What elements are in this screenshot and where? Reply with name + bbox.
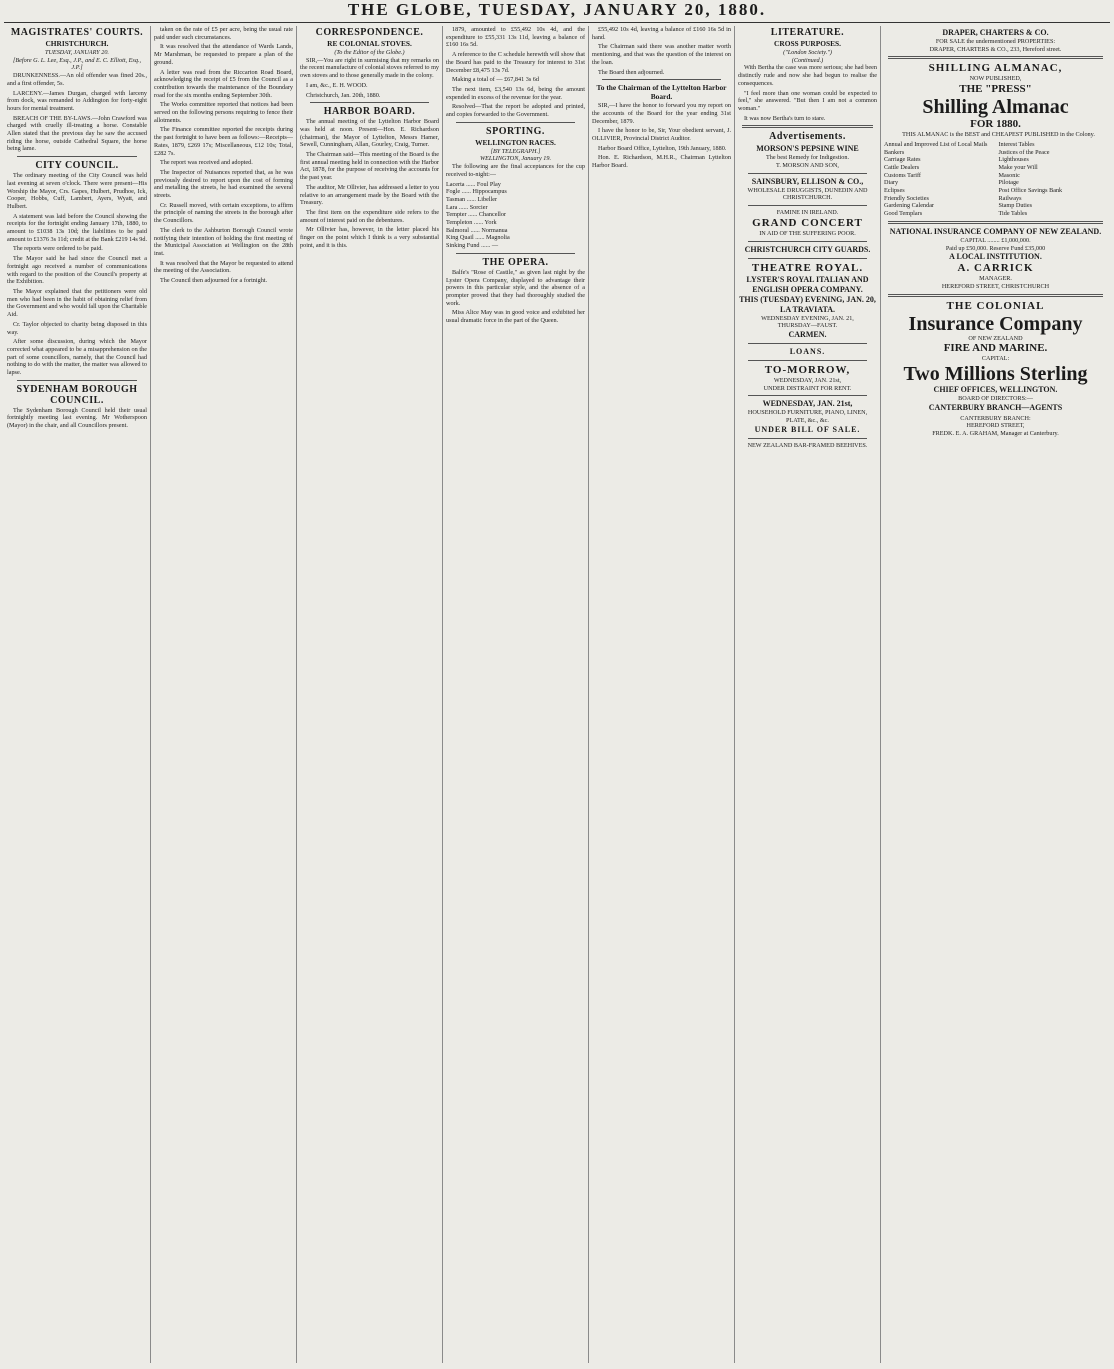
council-paragraph: The report was received and adopted. (160, 159, 253, 167)
contents-item: Good Templars (884, 210, 923, 218)
masthead-rule (4, 22, 1110, 23)
ad-line: HEREFORD STREET, (966, 422, 1025, 430)
correspondence-heading: CORRESPONDENCE. (315, 27, 424, 38)
column-7 (880, 26, 1110, 1363)
ad-title: THE COLONIAL (946, 299, 1045, 312)
harbor-paragraph: The Chairman said—This meeting of the Board is the first annual meeting held in connection with the Harbor Act, 1878, for the purpose of receiving the accounts for the past year. (300, 151, 440, 182)
ad-title: TO-MORROW, (764, 363, 851, 376)
ad-title: LOANS. (789, 346, 826, 356)
opera-paragraph: Miss Alice May was in good voice and exhibited her usual dramatic force in the part of the Queen. (446, 309, 585, 325)
ad-line: HOUSEHOLD FURNITURE, PIANO, LINEN, PLATE, &c., &c. (747, 409, 868, 425)
divider (602, 79, 721, 80)
harbor-paragraph: 1879, amounted to £55,492 10s 4d, and the expenditure to £55,331 13s 11d, leaving a balance of £160 16s 5d. (446, 26, 585, 49)
sporting-heading: SPORTING. (486, 125, 545, 137)
divider (456, 253, 575, 254)
harbor-board-heading: HARBOR BOARD. (323, 106, 416, 118)
magistrates-courts-heading: MAGISTRATES' COURTS. (10, 27, 144, 38)
ad-line: DRAPER, CHARTERS & CO., 233, Hereford street. (929, 45, 1062, 53)
divider (748, 343, 867, 344)
story-source: ("London Society.") (783, 49, 832, 56)
races-paragraph: The following are the final acceptances for the cup received to-night:— (446, 163, 585, 178)
draper-charters-ad (884, 28, 1107, 53)
contents-item: Post Office Savings Bank (998, 187, 1063, 195)
divider (310, 102, 429, 103)
contents-item: Railways (998, 194, 1022, 202)
contents-item: Justices of the Peace (998, 148, 1050, 156)
court-paragraph: BREACH OF THE BY-LAWS.—John Crawford was charged with cruelly ill-treating a horse. Constable Allen stated that the previous day he saw the accused riding the horse, outside Cathedral Square, the horse being lame. (7, 114, 147, 153)
race-entry: Fogle ...... Hippocampus (446, 188, 507, 196)
theatre-royal-ad (738, 262, 877, 340)
ad-line: Shilling Almanac (922, 96, 1069, 119)
opera-heading: THE OPERA. (482, 256, 549, 268)
ad-line: WEDNESDAY EVENING, JAN. 21, (761, 314, 854, 322)
council-paragraph: The Council then adjourned for a fortnight. (160, 277, 268, 285)
auditor-paragraph: I have the honor to be, Sir, Your obedient servant, J. OLLIVIER, Provincial District Auditor. (592, 127, 731, 143)
court-before: [Before G. L. Lee, Esq., J.P., and E. C. Elliott, Esq., J.P.] (12, 56, 142, 72)
council-paragraph: A statement was laid before the Council showing the receipts for the fortnight ending January 17th, 1880, to amount to £1038 13s 10d; the liabilities to be paid amount to £1376 3s 11d; credit at the Bank £219 14s 9d. (7, 212, 148, 243)
ad-line: The best Remedy for Indigestion. (766, 154, 849, 162)
race-entry: King Quail ...... Magnolia (446, 234, 510, 242)
literature-heading: LITERATURE. (770, 27, 845, 38)
harbor-paragraph: £55,492 10s 4d, leaving a balance of £160 16s 5d in hand. (592, 26, 731, 41)
cross-purposes-title: CROSS PURPOSES. (774, 39, 841, 48)
contents-item: Tide Tables (998, 210, 1028, 218)
harbor-paragraph: The Chairman said there was another matter worth mentioning, and that was the question of the interest on the loan. (592, 43, 731, 66)
wellington-races-subheading: WELLINGTON RACES. (475, 137, 556, 147)
column-5 (588, 26, 734, 1363)
divider (748, 258, 867, 259)
ad-line: FOR 1880. (970, 118, 1021, 131)
ad-title: THEATRE ROYAL. (751, 261, 864, 274)
divider (748, 173, 867, 174)
ad-line: FOR SALE the undermentioned PROPERTIES: (935, 38, 1056, 45)
tomorrow-sale-ad (738, 364, 877, 392)
ad-line: T. MORSON AND SON, (776, 162, 839, 170)
harbor-paragraph: Mr Ollivier has, however, in the letter placed his finger on the point which I think is a very substantial point, and it is this. (300, 226, 439, 249)
auditor-paragraph: Harbor Board Office, Lyttelton, 19th January, 1880. (598, 144, 727, 152)
ad-title: GRAND CONCERT (752, 216, 863, 229)
ad-line: FREDK. E. A. GRAHAM, Manager at Canterbury. (932, 430, 1059, 438)
ad-line: Insurance Company (908, 312, 1083, 335)
council-paragraph: It was resolved that the attendance of Wards Lands, Mr Marshman, be requested to prepare a plan of the ground. (154, 43, 293, 66)
contents-item: Lighthouses (998, 156, 1029, 164)
letter-dateline: Christchurch, Jan. 20th, 1880. (306, 91, 381, 99)
council-paragraph: The reports were ordered to be paid. (13, 245, 103, 253)
harbor-paragraph: The Board then adjourned. (598, 68, 665, 76)
wellington-dateline: WELLINGTON, January 19. (479, 155, 552, 163)
ad-line: CANTERBURY BRANCH: (960, 414, 1031, 422)
harbor-paragraph: The next item, £3,540 13s 6d, being the amount expended in excess of the revenue for the year. (446, 85, 585, 101)
ad-line: WHOLESALE DRUGGISTS, DUNEDIN AND CHRISTCHURCH. (747, 186, 868, 202)
letter-to-editor: (To the Editor of the Globe.) (334, 49, 405, 56)
story-paragraph: It was now Bertha's turn to stare. (744, 114, 826, 122)
ad-title: NATIONAL INSURANCE COMPANY OF NEW ZEALAND. (889, 226, 1102, 236)
letter-paragraph: SIR,—You are right in surmising that my remarks on the recent manufacture of colonial stoves referred to my own stoves and to those generally made in the colony. (300, 56, 439, 80)
sydenham-council-heading: SYDENHAM BOROUGH COUNCIL. (16, 383, 138, 406)
contents-item: Stamp Duties (998, 202, 1033, 210)
ad-title: WEDNESDAY, JAN. 21st, (762, 399, 853, 409)
column-1 (4, 26, 150, 1363)
ad-line: OF NEW ZEALAND (968, 334, 1023, 342)
column-4 (442, 26, 588, 1363)
auditor-letter-heading: To the Chairman of the Lyttelton Harbor Board. (596, 83, 727, 102)
divider (17, 380, 137, 381)
divider (748, 438, 867, 439)
court-date: TUESDAY, JANUARY 20. (45, 49, 109, 56)
contents-item: Make your Will (998, 163, 1038, 171)
council-paragraph: The Works committee reported that notices had been served on the following persons requiring to fence their allotments. (154, 101, 293, 124)
divider (748, 360, 867, 361)
ad-line: CHIEF OFFICES, WELLINGTON. (933, 385, 1058, 395)
contents-item: Bankers (884, 148, 905, 156)
contents-item: Masonic (998, 171, 1020, 179)
race-entry: Lacerta ...... Foul Play (446, 180, 501, 188)
divider (456, 122, 575, 123)
ad-line: Two Millions Sterling (903, 363, 1088, 386)
ad-title: SAINSBURY, ELLISON & CO., (751, 176, 864, 186)
ad-line: MANAGER. (979, 275, 1012, 283)
sydenham-paragraph: The Sydenham Borough Council held their usual fortnightly meeting last evening. Mr Wotherspoon (Mayor) in the chair, and all Councillors present. (7, 406, 147, 430)
morson-ad (738, 144, 877, 169)
ad-line: FIRE AND MARINE. (943, 342, 1048, 355)
ad-title: NEW ZEALAND BAR-FRAMED BEEHIVES. (747, 441, 868, 449)
ad-line: THIS (TUESDAY) EVENING, JAN. 20, (739, 294, 876, 304)
wednesday-sale-ad (738, 399, 877, 434)
divider (748, 205, 867, 206)
contents-item: Carriage Rates (884, 156, 921, 164)
shilling-almanac-ad (884, 62, 1107, 217)
council-paragraph: The Inspector of Nuisances reported that, as he was previously desired to report upon the cost of forming and metalling the streets, he had examined the several streets. (154, 168, 293, 200)
council-paragraph: After some discussion, during which the Mayor corrected what appeared to be a misapprehension on the part of some councillors, namely, that the Council had nothing to do with the matter, the matter was allowed to lapse. (7, 338, 147, 377)
ad-line: HEREFORD STREET, CHRISTCHURCH (941, 282, 1050, 290)
ad-line: THE "PRESS" (959, 83, 1032, 96)
ad-line: A LOCAL INSTITUTION. (949, 252, 1042, 262)
city-council-heading: CITY COUNCIL. (35, 160, 119, 172)
opera-paragraph: Balfe's "Rose of Castile," as given last night by the Lyster Opera Company, displayed to advantage their powers in this particular style, and the absence of a prompter proved that they had thoroughly studied the work. (446, 268, 585, 307)
ad-title: DRAPER, CHARTERS & CO. (942, 28, 1049, 37)
contents-item: Cattle Dealers (884, 163, 920, 171)
council-paragraph: The Mayor explained that the petitioners were old men who had been in the habit of obtaining relief from the Government and who would fall upon the Charitable Aid. (7, 287, 147, 319)
ad-title: MORSON'S PEPSINE WINE (756, 144, 859, 154)
harbor-paragraph: Resolved—That the report be adopted and printed, and copies forwarded to the Government. (446, 103, 585, 119)
divider (17, 156, 137, 157)
ad-line: CAPITAL ........ £1,000,000. (960, 236, 1031, 244)
council-paragraph: The Mayor said he had since the Council met a fortnight ago received a number of communications with regard to the position of the Council's property at the Exhibition. (7, 255, 147, 286)
council-paragraph: It was resolved that the Mayor be requested to attend the meeting of the Association. (154, 259, 293, 275)
harbor-paragraph: The annual meeting of the Lyttelton Harbor Board was held at noon. Present—Hon. E. Richardson (chairman), the Mayor of Lyttelton, Messrs Hamer, Sewell, Cunningham, Allan, Gourley, Craig, Turner. (300, 118, 439, 149)
ad-line: WEDNESDAY, JAN. 21st, (773, 376, 842, 384)
loans-ad (738, 347, 877, 357)
court-paragraph: DRUNKENNESS.—An old offender was fined 20s., and a first offender, 5s. (7, 72, 147, 87)
divider (742, 125, 873, 128)
auditor-paragraph: Hon. E. Richardson, M.H.R., Chairman Lyttelton Harbor Board. (592, 154, 731, 170)
ad-line: IN AID OF THE SUFFERING POOR. (759, 229, 856, 237)
divider (888, 294, 1103, 297)
ad-line: A. CARRICK (957, 262, 1034, 275)
auditor-paragraph: SIR,—I have the honor to forward you my report on the accounts of the Board for the year ending 31st December, 1879. (592, 102, 731, 125)
ad-line: UNDER BILL OF SALE. (754, 424, 861, 434)
almanac-contents (884, 141, 1107, 218)
ad-line: BOARD OF DIRECTORS:— (958, 395, 1033, 403)
race-entry: Lara ...... Sorcier (446, 203, 488, 211)
colonial-stoves-subheading: RE COLONIAL STOVES. (327, 39, 412, 48)
council-paragraph: Cr. Taylor objected to charity being disposed in this way. (7, 320, 147, 336)
story-paragraph: With Bertha the case was more serious; she had been distinctly rude and now she had begun to realise the consequences. (738, 64, 877, 87)
divider (748, 395, 867, 396)
contents-item: Gardening Calendar (884, 202, 934, 210)
contents-item: Friendly Societies (884, 194, 929, 202)
harbor-paragraph: The auditor, Mr Ollivier, has addressed a letter to you relative to an arrangement made by the Board with the Treasury. (300, 183, 439, 207)
council-paragraph: The clerk to the Ashburton Borough Council wrote notifying their intention of holding the first meeting of the Municipal Association at Wellington on the 28th inst. (154, 226, 293, 257)
story-continued: (Continued.) (791, 56, 824, 64)
ad-line: NOW PUBLISHED, (969, 75, 1022, 83)
race-entry: Tasman ...... Libeller (446, 195, 498, 203)
contents-item: Eclipses (884, 187, 905, 195)
harbor-paragraph: The first item on the expenditure side refers to the amount of interest paid on the debentures. (300, 208, 439, 224)
contents-item: Customs Tariff (884, 171, 921, 179)
famine-concert-ad (738, 209, 877, 237)
council-paragraph: Cr. Russell moved, with certain exceptions, to affirm the principle of naming the streets in the borough after the Councillors. (154, 201, 293, 225)
ad-line: CAPITAL: (981, 355, 1010, 363)
ad-line: UNDER DISTRAINT FOR RENT. (763, 384, 852, 392)
national-insurance-ad (884, 227, 1107, 291)
ad-title: SHILLING ALMANAC, (928, 62, 1063, 75)
race-entry: Balmoral ...... Normanua (446, 226, 508, 234)
column-2 (150, 26, 296, 1363)
column-3 (296, 26, 442, 1363)
divider (888, 56, 1103, 59)
ad-line: FAMINE IN IRELAND. (776, 209, 839, 217)
ad-line: CANTERBURY BRANCH—AGENTS (928, 402, 1063, 412)
ad-line: LYSTER'S ROYAL ITALIAN AND ENGLISH OPERA COMPANY. (746, 274, 869, 294)
contents-item: Diary (884, 179, 899, 187)
column-6 (734, 26, 880, 1363)
ad-title: CHRISTCHURCH CITY GUARDS. (744, 244, 871, 254)
city-guards-ad (738, 245, 877, 255)
council-paragraph: A letter was read from the Riccarton Road Board, acknowledging the receipt of £5 from the Council as a contribution towards the maintenance of the Boundary road for the six months ending September 30th. (154, 68, 293, 99)
advertisements-heading: Advertisements. (769, 131, 846, 143)
court-paragraph: LARCENY.—James Durgan, charged with larceny from dock, was remanded to Addington for forty-eight hours for mental treatment. (7, 89, 147, 112)
harbor-paragraph: Making a total of — £67,841 3s 6d (452, 76, 539, 84)
race-entries-list (446, 181, 585, 250)
contents-item: Annual and Improved List of Local Mails (884, 140, 988, 148)
harbor-paragraph: A reference to the C schedule herewith will show that the Board has paid to the Treasury for interest to 31st December £8,475 13s 7d. (446, 51, 585, 74)
beehives-ad (738, 442, 877, 450)
contents-item: Interest Tables (998, 140, 1035, 148)
ad-line: THIS ALMANAC is the BEST and CHEAPEST PUBLISHED in the Colony. (902, 131, 1095, 139)
ad-line: LA TRAVIATA. (780, 304, 835, 314)
race-entry: Sinking Fund ...... — (446, 242, 499, 250)
divider (888, 221, 1103, 224)
race-entry: Tempter ...... Chancellor (446, 211, 507, 219)
letter-signature: I am, &c., E. H. WOOD. (306, 81, 368, 89)
council-paragraph: taken on the rate of £5 per acre, being the usual rate paid under such circumstances. (154, 26, 293, 41)
ad-line: THURSDAY—FAUST. (777, 322, 838, 330)
race-entry: Templeton ...... York (446, 219, 497, 227)
divider (748, 241, 867, 242)
ad-line: Paid up £50,000. Reserve Fund £35,000 (945, 244, 1046, 252)
sainsbury-ad (738, 177, 877, 202)
christchurch-subheading: CHRISTCHURCH. (45, 39, 109, 48)
council-paragraph: The ordinary meeting of the City Council was held last evening at seven o'clock. There were present—His Worship the Mayor, Crs. Gapes, Hulbert, Prudhoe, Ick, Cooper, Hobbs, Cuff, Lambert, Ayers, Wyatt, and Hulbert. (7, 172, 147, 210)
contents-item: Pilotage (998, 179, 1019, 187)
ad-line: CARMEN. (788, 329, 827, 339)
colonial-insurance-ad (884, 300, 1107, 438)
council-paragraph: The Finance committee reported the receipts during the past fortnight to have been as follows:—Receipts—Rates, 1879, £269 17s; Miscellaneous, £12 10s; Total, £282 7s. (154, 126, 293, 157)
telegraph-tag: [BY TELEGRAPH.] (490, 147, 541, 155)
story-paragraph: "I feel more than one woman could be expected to feel," she answered. "But then I am not a common woman." (738, 89, 877, 112)
masthead: THE GLOBE, TUESDAY, JANUARY 20, 1880. (347, 0, 767, 19)
